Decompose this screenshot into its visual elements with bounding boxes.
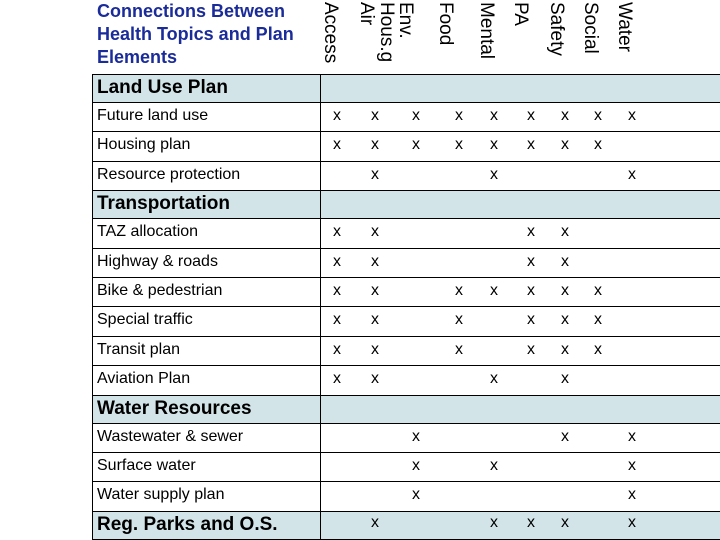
matrix-cell: x [412,457,420,474]
column-header [510,2,546,72]
matrix-cell: x [561,107,569,124]
row-label: TAZ allocation [97,223,199,241]
matrix-cell: x [490,282,498,299]
matrix-cell: x [527,136,535,154]
grid-line [92,277,720,278]
row-label: Aviation Plan [97,370,191,388]
section-title: Water Resources [97,397,252,419]
matrix-cell: x [561,252,569,270]
row-label: Water supply plan [97,486,225,504]
matrix-cell: x [455,136,463,154]
section-header [92,74,720,102]
matrix-cell: x [594,340,602,358]
matrix-cell: x [371,223,379,241]
matrix-cell: x [527,311,535,329]
row-label: Bike & pedestrian [97,282,223,299]
matrix-cell: x [527,340,535,358]
column-header-label: Env. Hous.g [376,2,416,63]
matrix-cell: x [628,165,636,183]
matrix-cell: x [561,311,569,329]
grid-line [92,452,720,453]
section-title: Transportation [97,193,231,215]
matrix-cell: x [455,282,463,299]
row-label: Transit plan [97,340,180,358]
matrix-cell: x [455,107,463,124]
column-header [580,2,616,72]
matrix-cell: x [594,282,602,299]
matrix-cell: x [490,136,498,154]
grid-line [92,74,720,75]
matrix-cell: x [371,252,379,270]
matrix-cell: x [333,370,341,388]
matrix-cell: x [371,165,379,183]
column-header-label: Air [356,2,377,26]
matrix-cell: x [490,107,498,124]
matrix-cell: x [333,311,341,329]
matrix-cell: x [527,223,535,241]
grid-line [92,161,720,162]
grid-line [92,365,720,366]
matrix-cell: x [371,311,379,329]
column-header [435,2,471,72]
matrix-cell: x [333,282,341,299]
column-header [476,2,512,72]
matrix-cell: x [455,340,463,358]
matrix-cell: x [371,370,379,388]
section-header [92,190,720,218]
matrix-cell: x [412,107,420,124]
matrix-cell: x [594,107,602,124]
column-header-label: Social [580,2,601,54]
matrix-cell: x [371,340,379,358]
matrix-cell: x [561,282,569,299]
matrix-cell: x [561,223,569,241]
column-header-label: Water [614,2,635,52]
grid-line [92,190,720,191]
matrix-cell: x [412,427,420,445]
matrix-cell: x [628,486,636,504]
matrix-cell: x [527,107,535,124]
matrix-cell: x [490,165,498,183]
matrix-cell: x [490,370,498,388]
grid-line [92,336,720,337]
column-header [546,2,582,72]
matrix-cell: x [561,513,569,531]
row-label: Housing plan [97,136,191,154]
grid-line [92,423,720,424]
row-label: Highway & roads [97,252,218,270]
grid-line [92,481,720,482]
column-header [376,2,431,72]
grid-line [92,74,93,540]
column-header-label: Safety [546,2,567,56]
matrix-cell: x [333,252,341,270]
section-title: Reg. Parks and O.S. [97,513,278,535]
matrix-cell: x [594,311,602,329]
matrix-cell: x [628,457,636,474]
matrix-cell: x [561,340,569,358]
matrix-cell: x [527,252,535,270]
section-title: Land Use Plan [97,77,228,98]
matrix-cell: x [455,311,463,329]
matrix-cell: x [371,107,379,124]
matrix-cell: x [371,282,379,299]
matrix-cell: x [371,513,379,531]
grid-line [92,306,720,307]
matrix-cell: x [561,370,569,388]
matrix-cell: x [594,136,602,154]
row-label: Surface water [97,457,196,474]
matrix-cell: x [490,457,498,474]
grid-line [92,395,720,396]
matrix-cell: x [333,107,341,124]
matrix-cell: x [412,136,420,154]
column-header [614,2,650,72]
matrix-cell: x [527,282,535,299]
matrix-cell: x [527,513,535,531]
column-header-label: PA [510,2,531,26]
matrix-cell: x [628,107,636,124]
matrix-cell: x [561,136,569,154]
grid-line [92,102,720,103]
page-title: Connections Between Health Topics and Plan Elements [97,1,294,67]
column-header-label: Access [320,2,341,64]
matrix-cell: x [628,513,636,531]
matrix-cell: x [333,223,341,241]
column-header-label: Food [435,2,456,46]
grid-line [92,131,720,132]
grid-line [92,218,720,219]
row-label: Wastewater & sewer [97,427,244,445]
row-label: Special traffic [97,311,193,329]
matrix-cell: x [333,340,341,358]
grid-line [92,248,720,249]
row-label: Resource protection [97,165,241,183]
row-label: Future land use [97,107,209,124]
matrix-cell: x [490,513,498,531]
grid-line [320,74,321,540]
column-header [320,2,356,72]
column-header-label: Mental [476,2,497,60]
matrix-cell: x [333,136,341,154]
matrix-cell: x [412,486,420,504]
matrix-cell: x [561,427,569,445]
section-header [92,395,720,423]
matrix-cell: x [628,427,636,445]
matrix-cell: x [371,136,379,154]
grid-line [92,511,720,512]
